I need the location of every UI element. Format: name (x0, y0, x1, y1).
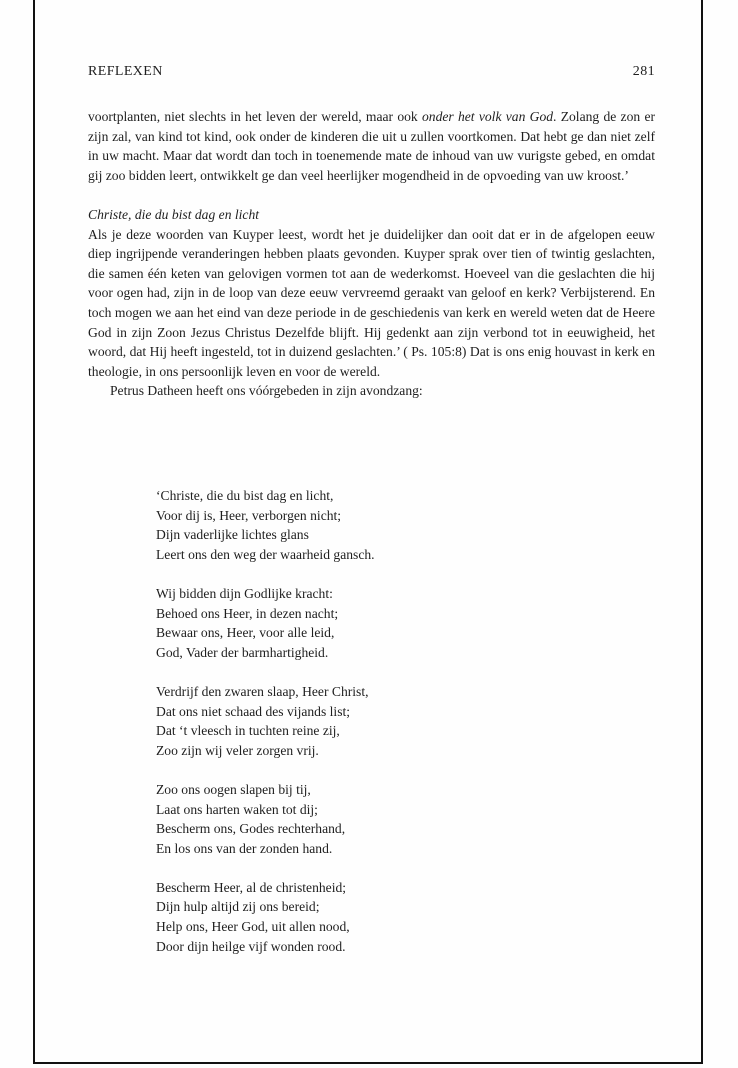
poem-stanza (156, 878, 375, 956)
poem-line: Bescherm ons, Godes rechterhand, (156, 821, 346, 837)
scan-edge-left (33, 0, 35, 1064)
poem-line: Voor dij is, Heer, verborgen nicht; (156, 507, 342, 523)
running-title: REFLEXEN (88, 64, 163, 79)
poem-stanza (156, 486, 375, 564)
poem-line: Laat ons harten waken tot dij; (156, 801, 318, 817)
poem-line: Leert ons den weg der waarheid gansch. (156, 546, 375, 562)
scan-edge-bottom (33, 1062, 703, 1064)
poem-line: Door dijn heilge vijf wonden rood. (156, 938, 346, 954)
page-number: 281 (632, 64, 655, 79)
poem-stanza (156, 780, 375, 858)
poem-line: Zoo zijn wij veler zorgen vrij. (156, 742, 319, 758)
poem-line: Behoed ons Heer, in dezen nacht; (156, 605, 339, 621)
poem-line: Bescherm Heer, al de christenheid; (156, 879, 347, 895)
poem-line: God, Vader der barmhartigheid. (156, 644, 329, 660)
poem-line: Bewaar ons, Heer, voor alle leid, (156, 625, 335, 641)
paragraph-continuation (88, 107, 655, 185)
para1-text-b: . Zolang de zon er zijn zal, van kind tot kind, ook onder de kinderen die uit u zullen voortkomen. Dat hebt ge dan niet zelf in uw macht. Maar dat wordt dan toch in toenemende mate de inhoud van uw vurigste gebed, en omdat gij zoo bidden leert, ontwikkelt ge dan veel heerlijker mogendheid in de opvoeding van uw kroost.’ (88, 109, 656, 183)
poem-line: Dijn hulp altijd zij ons bereid; (156, 899, 320, 915)
poem-line: En los ons van der zonden hand. (156, 840, 333, 856)
scan-edge-right (701, 0, 703, 1064)
body-text (88, 107, 655, 401)
poem-line: ‘Christe, die du bist dag en licht, (156, 488, 334, 503)
para1-text-a: voortplanten, niet slechts in het leven der wereld, maar ook (88, 109, 422, 124)
section-subheading: Christe, die du bist dag en licht (88, 206, 260, 222)
poem-line: Dat ‘t vleesch in tuchten reine zij, (156, 723, 340, 739)
poem-line: Verdrijf den zwaren slaap, Heer Christ, (156, 683, 369, 699)
poem-line: Zoo ons oogen slapen bij tij, (156, 781, 311, 797)
poem-line: Dat ons niet schaad des vijands list; (156, 703, 351, 719)
poem-avondzang (156, 486, 375, 976)
poem-stanza (156, 584, 375, 662)
paragraph-datheen: Petrus Datheen heeft ons vóórgebeden in zijn avondzang: (110, 383, 423, 399)
poem-line: Help ons, Heer God, uit allen nood, (156, 919, 350, 935)
poem-stanza (156, 682, 375, 760)
poem-line: Wij bidden dijn Godlijke kracht: (156, 585, 333, 601)
paragraph-kuyper: Als je deze woorden van Kuyper leest, wordt het je duidelijker dan ooit dat er in de afgelopen eeuw diep ingrijpende veranderingen hebben plaats gevonden. Kuyper sprak over tien of twintig geslachten, die samen één keten van gelovigen vormen tot aan de wederkomst. Hoeveel van die geslachten die hij voor ogen had, zijn in de loop van deze eeuw vervreemd geraakt van geloof en kerk? Verbijsterend. En toch mogen we aan het eind van deze periode in de geschiedenis van kerk en wereld weten dat de Heere God in zijn Zoon Jezus Christus Dezelfde blijft. Hij gedenkt aan zijn verbond tot in eeuwigheid, het woord, dat Hij heeft ingesteld, tot in duizend geslachten.’ ( Ps. 105:8) Dat is ons enig houvast in kerk en theologie, in ons persoonlijk leven en voor de wereld. (88, 226, 655, 379)
poem-line: Dijn vaderlijke lichtes glans (156, 527, 309, 543)
para1-italic-phrase: onder het volk van God (422, 109, 554, 124)
